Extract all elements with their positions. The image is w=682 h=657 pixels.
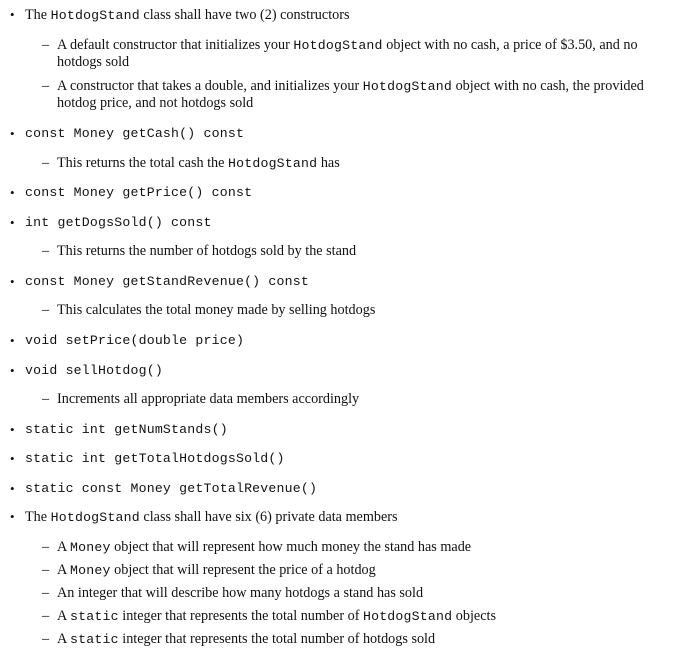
member-static-num-stands: A static integer that represents the total number of HotdogStand objects — [57, 608, 496, 624]
bullet-icon: • — [10, 451, 15, 466]
dash-icon: – — [42, 391, 50, 407]
member-money-price: A Money object that will represent the price of a hotdog — [57, 562, 376, 578]
bullet-icon: • — [10, 126, 15, 141]
dash-icon: – — [42, 608, 50, 624]
bullet-icon: • — [10, 274, 15, 289]
get-num-stands-signature: static int getNumStands() — [25, 422, 228, 437]
get-dogs-sold-description: This returns the number of hotdogs sold by the stand — [57, 243, 357, 259]
sell-hotdog-signature: void sellHotdog() — [25, 363, 163, 378]
get-total-hotdogs-sold-signature: static int getTotalHotdogsSold() — [25, 451, 285, 466]
dash-icon: – — [42, 631, 50, 647]
get-stand-revenue-signature: const Money getStandRevenue() const — [25, 274, 309, 289]
default-constructor-line2: hotdogs sold — [57, 54, 130, 70]
get-dogs-sold-signature: int getDogsSold() const — [25, 215, 212, 230]
dash-icon: – — [42, 302, 50, 318]
get-total-revenue-signature: static const Money getTotalRevenue() — [25, 481, 318, 496]
member-dogs-sold: An integer that will describe how many hotdogs a stand has sold — [57, 585, 424, 601]
dash-icon: – — [42, 37, 50, 53]
dash-icon: – — [42, 562, 50, 578]
set-price-signature: void setPrice(double price) — [25, 333, 245, 348]
get-price-signature: const Money getPrice() const — [25, 185, 253, 200]
dash-icon: – — [42, 155, 50, 171]
get-cash-signature: const Money getCash() const — [25, 126, 245, 141]
bullet-icon: • — [10, 481, 15, 496]
member-money-made: A Money object that will represent how much money the stand has made — [57, 539, 472, 555]
constructors-heading: The HotdogStand class shall have two (2) constructors — [25, 7, 350, 23]
double-constructor-line2: hotdog price, and not hotdogs sold — [57, 95, 254, 111]
bullet-icon: • — [10, 215, 15, 230]
member-static-total-sold: A static integer that represents the total number of hotdogs sold — [57, 631, 436, 647]
data-members-heading: The HotdogStand class shall have six (6) private data members — [25, 509, 398, 525]
bullet-icon: • — [10, 363, 15, 378]
sell-hotdog-description: Increments all appropriate data members accordingly — [57, 391, 360, 407]
bullet-icon: • — [10, 7, 15, 22]
get-cash-description: This returns the total cash the HotdogStand has — [57, 155, 340, 171]
default-constructor-line1: A default constructor that initializes your HotdogStand object with no cash, a price of $3.50, and no — [57, 37, 638, 53]
dash-icon: – — [42, 78, 50, 94]
bullet-icon: • — [10, 333, 15, 348]
bullet-icon: • — [10, 509, 15, 524]
dash-icon: – — [42, 243, 50, 259]
double-constructor-line1: A constructor that takes a double, and initializes your HotdogStand object with no cash, the provided — [57, 78, 644, 94]
dash-icon: – — [42, 539, 50, 555]
get-stand-revenue-description: This calculates the total money made by selling hotdogs — [57, 302, 376, 318]
dash-icon: – — [42, 585, 50, 601]
bullet-icon: • — [10, 422, 15, 437]
bullet-icon: • — [10, 185, 15, 200]
